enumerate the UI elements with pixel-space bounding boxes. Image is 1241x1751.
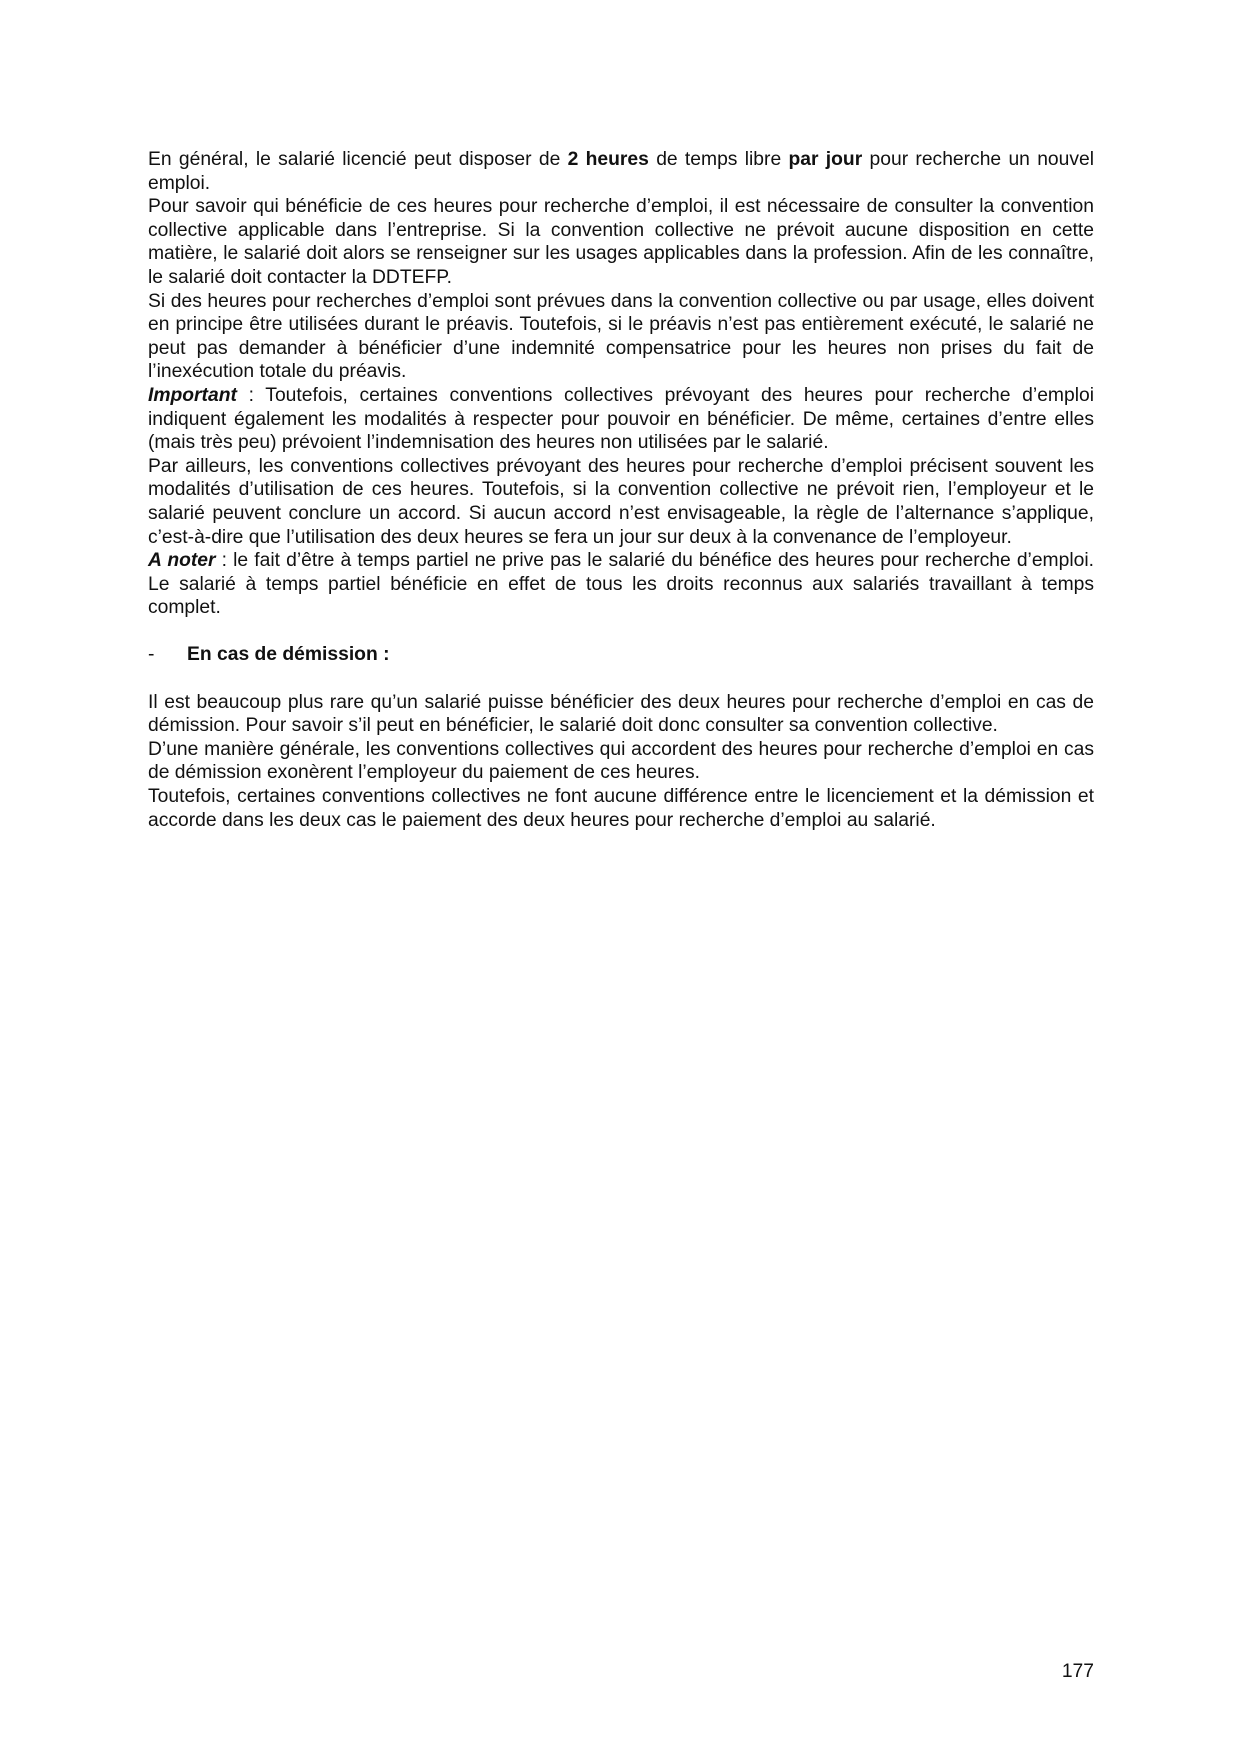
paragraph-important [148,384,1094,455]
section-heading-resignation [148,643,1094,667]
text-run: En général, le salarié licencié peut disposer de [148,149,568,170]
note-label: A noter [148,550,216,572]
section-title: En cas de démission : [187,644,390,666]
text-run: pour recherche un nouvel emploi. [148,149,1095,194]
spacer [148,667,1094,691]
paragraph-resignation-exemption: D’une manière générale, les conventions collectives qui accordent des heures pour recherche d’emploi en cas de démission exonèrent l’employeur du paiement de ces heures. [148,738,1094,784]
text-run: de temps libre [648,149,789,170]
document-page [148,148,1094,832]
paragraph-notice-period: Si des heures pour recherches d’emploi sont prévues dans la convention collective ou par usage, elles doivent en principe être utilisées durant le préavis. Toutefois, si le préavis n’est pas entièrement exécuté, le salarié ne peut pas demander à bénéficier d’une indemnité compensatrice pour les heures non prises du fait de l’inexécution totale du préavis. [148,290,1094,383]
bold-per-day: par jour [788,149,863,170]
text-run: : le fait d’être à temps partiel ne prive pas le salarié du bénéfice des heures pour recherche d’emploi. Le salarié à temps partiel bénéficie en effet de tous les droits reconnus aux salariés travaillant à temps complet. [148,550,1094,619]
paragraph-resignation-no-difference: Toutefois, certaines conventions collectives ne font aucune différence entre le licenciement et la démission et accorde dans les deux cas le paiement des deux heures pour recherche d’emploi au salarié. [148,786,1094,831]
bold-hours: 2 heures [567,149,649,170]
paragraph-convention: Pour savoir qui bénéficie de ces heures pour recherche d’emploi, il est nécessaire de consulter la convention collective applicable dans l’entreprise. Si la convention collective ne prévoit aucune disposition en cette matière, le salarié doit alors se renseigner sur les usages applicables dans la profession. Afin de les connaître, le salarié doit contacter la DDTEFP. [148,196,1094,288]
spacer [148,620,1094,644]
important-label: Important [148,384,237,406]
page-number: 177 [1061,1661,1094,1682]
paragraph-resignation-rare: Il est beaucoup plus rare qu’un salarié puisse bénéficier des deux heures pour recherche d’emploi en cas de démission. Pour savoir s’il peut en bénéficier, le salarié doit donc consulter sa convention collective. [148,691,1094,737]
paragraph-usage-terms: Par ailleurs, les conventions collectives prévoyant des heures pour recherche d’emploi précisent souvent les modalités d’utilisation de ces heures. Toutefois, si la convention collective ne prévoit rien, l’employeur et le salarié peuvent conclure un accord. Si aucun accord n’est envisageable, la règle de l’alternance s’applique, c’est-à-dire que l’utilisation des deux heures se fera un jour sur deux à la convenance de l’employeur. [148,455,1094,548]
paragraph-note [148,549,1094,620]
paragraph-free-time [148,148,1094,195]
bullet-dash: - [148,644,155,666]
text-run: : Toutefois, certaines conventions collectives prévoyant des heures pour recherche d’emploi indiquent également les modalités à respecter pour pouvoir en bénéficier. De même, certaines d’entre elles (mais très peu) prévoient l’indemnisation des heures non utilisées par le salarié. [148,384,1094,454]
